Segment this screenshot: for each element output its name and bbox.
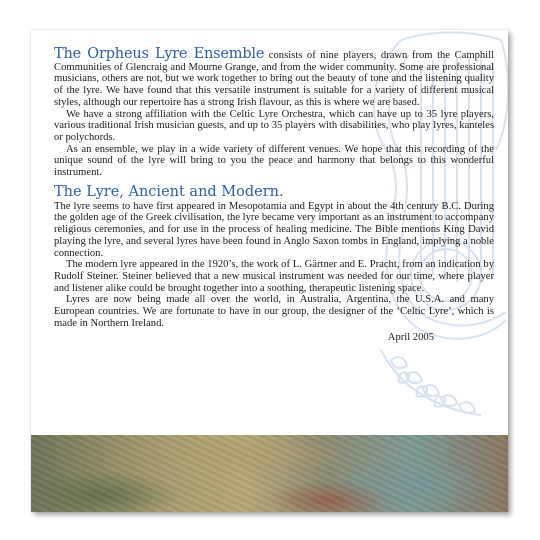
booklet-page	[31, 30, 508, 512]
lyre-history-heading: The Lyre, Ancient and Modern.	[54, 183, 284, 200]
section1-paragraph1	[54, 46, 495, 109]
section1-paragraph2: We have a strong affiliation with the Celtic Lyre Orchestra, which can have up to 35 lyre players, various traditional Irish musician guests, and up to 35 players with disabilities, who play lyres, kanteles or polychords.	[54, 108, 494, 143]
painting-strip	[31, 435, 508, 512]
ensemble-heading: The Orpheus Lyre Ensemble	[54, 46, 265, 62]
text-column	[54, 46, 495, 344]
section2-paragraph3: Lyres are now being made all over the world, in Australia, Argentina, the U.S.A. and many European countries. We are fortunate to have in our group, the designer of the ‘Celtic Lyre’, which is made in Northern Ireland.	[54, 294, 494, 329]
date-line: April 2005	[387, 332, 434, 344]
section2-paragraph2: The modern lyre appeared in the 1920’s, the work of L. Gärtner and E. Pracht, from an indication by Rudolf Steiner. Steiner believed that a new musical instrument was needed for our time, where player and listener alike could be brought together into a soothing, therapeutic listening space.	[54, 259, 494, 294]
section1-paragraph3: As an ensemble, we play in a wide variety of different venues. We hope that this recording of the unique sound of the lyre will bring to you the peace and harmony that belongs to this wonderful instrument.	[54, 143, 494, 179]
section1-paragraph1-text: consists of nine players, drawn from the Camphill Communities of Glencraig and Mourne Grange, and from the wider community. Some are professional musicians, others are not, but we work together to bring out the beauty of tone and the listening quality of the lyre. We have found that this versatile instrument is suitable for a variety of different musical styles, although our repertoire has a strong Irish flavour, as this is where we are based.	[54, 50, 495, 108]
section2-paragraph1: The lyre seems to have first appeared in Mesopotamia and Egypt in about the 4th century B.C. During the golden age of the Greek civilisation, the lyre became very important as an instrument to accompany religious ceremonies, and for use in the process of healing medicine. The Bible mentions King David playing the lyre, and several lyres have been found in Anglo Saxon tombs in England, implying a noble connection.	[54, 200, 494, 259]
